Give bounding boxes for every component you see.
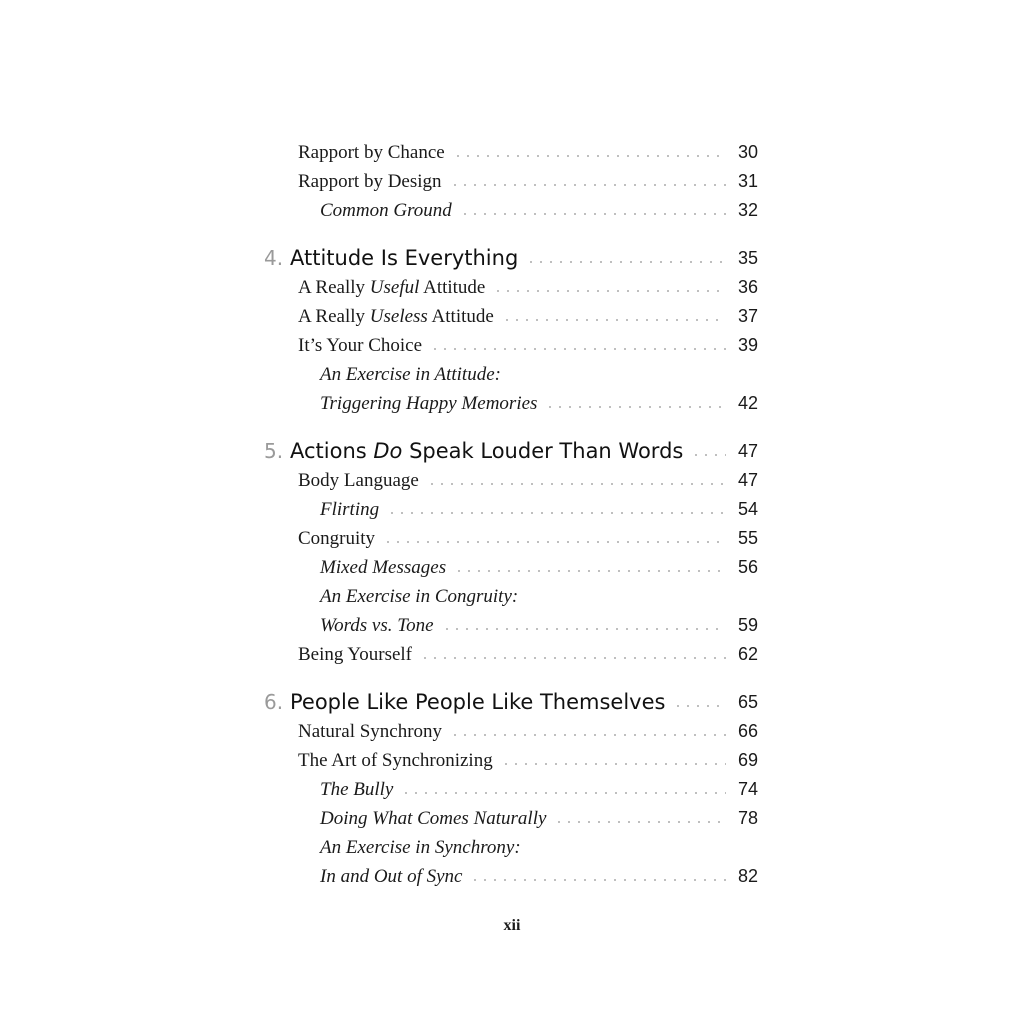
toc-section-entry xyxy=(0,273,1024,301)
entry-title-part: Attitude xyxy=(419,277,486,298)
dot-leader xyxy=(453,155,726,157)
page-number: 39 xyxy=(737,335,758,355)
page-number: 78 xyxy=(737,808,758,828)
entry-title: Congruity xyxy=(298,528,376,549)
page-number: 66 xyxy=(737,721,758,741)
toc-subsection-entry xyxy=(0,196,1024,224)
dot-leader xyxy=(691,454,726,456)
dot-leader xyxy=(454,570,726,572)
toc-chapter-entry xyxy=(0,437,1024,465)
dot-leader xyxy=(401,792,726,794)
toc-subsection-entry xyxy=(0,833,1024,861)
chapter-number: 6. xyxy=(264,690,284,714)
chapter-number: 5. xyxy=(264,439,284,463)
page-number: 82 xyxy=(737,866,758,886)
entry-title: Words vs. Tone xyxy=(320,615,434,636)
page-number: 69 xyxy=(737,750,758,770)
dot-leader xyxy=(427,483,726,485)
page-number: 47 xyxy=(737,441,758,461)
toc-section-entry xyxy=(0,524,1024,552)
toc-section-entry xyxy=(0,302,1024,330)
toc-section-entry xyxy=(0,640,1024,668)
dot-leader xyxy=(387,512,726,514)
entry-title: An Exercise in Congruity: xyxy=(320,586,519,607)
page-number: 54 xyxy=(737,499,758,519)
entry-title-emphasis: Useless xyxy=(369,306,428,327)
entry-title-part: A Really xyxy=(298,306,370,327)
dot-leader xyxy=(470,879,726,881)
entry-title: People Like People Like Themselves xyxy=(290,690,666,714)
dot-leader xyxy=(450,734,726,736)
entry-title-emphasis: Useful xyxy=(369,277,420,298)
page-number: 42 xyxy=(737,393,758,413)
dot-leader xyxy=(526,261,726,263)
entry-title: Mixed Messages xyxy=(320,557,447,578)
dot-leader xyxy=(450,184,726,186)
toc-subsection-entry xyxy=(0,775,1024,803)
toc-subsection-entry xyxy=(0,611,1024,639)
entry-title xyxy=(298,278,485,297)
page-number: 55 xyxy=(737,528,758,548)
toc-subsection-entry xyxy=(0,862,1024,890)
dot-leader xyxy=(493,290,726,292)
toc-section-entry xyxy=(0,167,1024,195)
entry-title: An Exercise in Attitude: xyxy=(320,364,501,385)
dot-leader xyxy=(501,763,726,765)
page-number: 62 xyxy=(737,644,758,664)
toc-subsection-entry xyxy=(0,360,1024,388)
dot-leader xyxy=(383,541,726,543)
toc-section-entry xyxy=(0,466,1024,494)
page-number: 32 xyxy=(737,200,758,220)
page-number: 35 xyxy=(737,248,758,268)
page-number: 47 xyxy=(737,470,758,490)
toc-subsection-entry xyxy=(0,389,1024,417)
toc-section-entry xyxy=(0,717,1024,745)
entry-title: Attitude Is Everything xyxy=(290,246,519,270)
entry-title: Rapport by Chance xyxy=(298,142,445,163)
entry-title: Natural Synchrony xyxy=(298,721,443,742)
dot-leader xyxy=(420,657,726,659)
page-number: 30 xyxy=(737,142,758,162)
entry-title: The Art of Synchronizing xyxy=(298,750,493,771)
dot-leader xyxy=(430,348,726,350)
page-number: 59 xyxy=(737,615,758,635)
page-number: 36 xyxy=(737,277,758,297)
dot-leader xyxy=(545,406,726,408)
page-number: 74 xyxy=(737,779,758,799)
toc-subsection-entry xyxy=(0,553,1024,581)
page-folio: xii xyxy=(503,917,521,934)
dot-leader xyxy=(460,213,726,215)
entry-title: The Bully xyxy=(320,779,394,800)
toc-section-entry xyxy=(0,138,1024,166)
dot-leader xyxy=(673,705,726,707)
toc-chapter-entry xyxy=(0,688,1024,716)
entry-title: Doing What Comes Naturally xyxy=(320,808,547,829)
entry-title: Flirting xyxy=(320,499,380,520)
entry-title: An Exercise in Synchrony: xyxy=(320,837,521,858)
page-number: 65 xyxy=(737,692,758,712)
entry-title: In and Out of Sync xyxy=(320,866,463,887)
entry-title: Triggering Happy Memories xyxy=(320,393,538,414)
toc-subsection-entry xyxy=(0,495,1024,523)
dot-leader xyxy=(502,319,726,321)
dot-leader xyxy=(554,821,726,823)
dot-leader xyxy=(442,628,726,630)
entry-title-emphasis: Do xyxy=(373,439,403,463)
page-number: 31 xyxy=(737,171,758,191)
entry-title: It’s Your Choice xyxy=(298,335,423,356)
page-number: 37 xyxy=(737,306,758,326)
toc-section-entry xyxy=(0,746,1024,774)
toc-subsection-entry xyxy=(0,804,1024,832)
page-number: 56 xyxy=(737,557,758,577)
toc-section-entry xyxy=(0,331,1024,359)
entry-title-part: Speak Louder Than Words xyxy=(402,439,684,463)
entry-title xyxy=(290,441,683,462)
toc-subsection-entry xyxy=(0,582,1024,610)
entry-title-part: Actions xyxy=(290,439,374,463)
entry-title xyxy=(298,307,494,326)
entry-title: Common Ground xyxy=(320,200,452,221)
entry-title: Body Language xyxy=(298,470,419,491)
entry-title: Rapport by Design xyxy=(298,171,442,192)
chapter-number: 4. xyxy=(264,246,284,270)
entry-title-part: Attitude xyxy=(427,306,494,327)
toc-chapter-entry xyxy=(0,244,1024,272)
entry-title: Being Yourself xyxy=(298,644,413,665)
entry-title-part: A Really xyxy=(298,277,370,298)
